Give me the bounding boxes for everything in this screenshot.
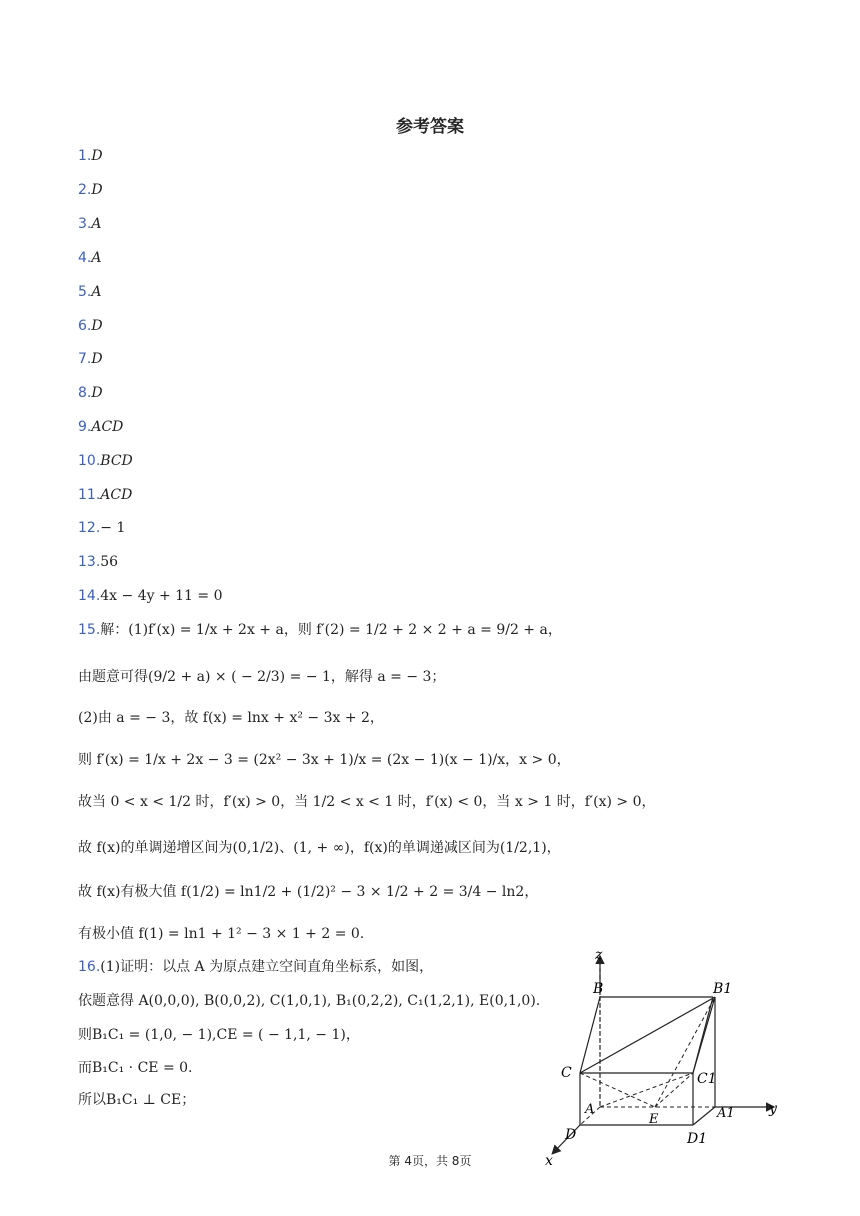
q16-line-4: 而B₁C₁ · CE = 0. [78, 1060, 193, 1076]
q16-line-5: 所以B₁C₁ ⊥ CE； [78, 1092, 196, 1108]
answer-item: 11.ACD [78, 487, 133, 503]
q15-line-2: 由题意可得(9/2 + a) × ( − 2/3) = − 1，解得 a = − 3； [78, 669, 446, 685]
label-y: y [769, 1101, 777, 1117]
page-title: 参考答案 [396, 117, 464, 137]
q15-line-6: 故 f(x)的单调递增区间为(0,1/2)、(1, + ∞)，f(x)的单调递减区间为(1/2,1)， [78, 840, 561, 856]
answer-item: 3.A [78, 216, 102, 232]
answer-item: 12.− 1 [78, 520, 126, 536]
label-C: C [561, 1065, 572, 1081]
label-D: D [565, 1127, 577, 1143]
q15-line-5: 故当 0 < x < 1/2 时，f′(x) > 0，当 1/2 < x < 1 时，f′(x) < 0，当 x > 1 时，f′(x) > 0， [78, 794, 656, 810]
label-D1: D1 [687, 1131, 708, 1147]
q15-line-4: 则 f′(x) = 1/x + 2x − 3 = (2x² − 3x + 1)/x = (2x − 1)(x − 1)/x，x > 0， [78, 752, 571, 768]
q16-line-1: 16.(1)证明：以点 A 为原点建立空间直角坐标系，如图， [78, 959, 434, 975]
answer-item: 6.D [78, 318, 103, 334]
answer-item: 7.D [78, 351, 103, 367]
label-z: z [595, 947, 603, 963]
answer-item: 4.A [78, 250, 102, 266]
q16-line-2: 依题意得 A(0,0,0), B(0,0,2), C(1,0,1), B₁(0,2,2), C₁(1,2,1), E(0,1,0). [78, 993, 541, 1009]
answer-item: 1.D [78, 148, 103, 164]
label-B: B [593, 981, 604, 997]
answer-item: 14.4x − 4y + 11 = 0 [78, 588, 223, 604]
label-A1: A1 [717, 1106, 735, 1121]
label-C1: C1 [697, 1071, 717, 1087]
answer-item: 5.A [78, 284, 102, 300]
label-E: E [649, 1112, 659, 1127]
q15-line-8: 有极小值 f(1) = ln1 + 1² − 3 × 1 + 2 = 0. [78, 926, 365, 942]
answer-item: 8.D [78, 385, 103, 401]
label-x: x [545, 1153, 553, 1169]
label-B1: B1 [713, 981, 733, 997]
q16-line-3: 则B₁C₁ = (1,0, − 1),CE = ( − 1,1, − 1)， [78, 1027, 360, 1043]
answer-item: 10.BCD [78, 453, 133, 469]
page-footer: 第 4页，共 8页 [388, 1154, 472, 1168]
q15-line-1: 15.解：(1)f′(x) = 1/x + 2x + a，则 f′(2) = 1/2 + 2 × 2 + a = 9/2 + a， [78, 622, 562, 638]
answer-item: 9.ACD [78, 419, 124, 435]
label-A: A [585, 1102, 595, 1117]
answer-item: 2.D [78, 182, 103, 198]
q15-line-7: 故 f(x)有极大值 f(1/2) = ln1/2 + (1/2)² − 3 × 1/2 + 2 = 3/4 − ln2， [78, 884, 539, 900]
geometry-figure [535, 945, 795, 1175]
q15-line-3: (2)由 a = − 3，故 f(x) = lnx + x² − 3x + 2， [78, 710, 384, 726]
answer-item: 13.56 [78, 554, 119, 570]
